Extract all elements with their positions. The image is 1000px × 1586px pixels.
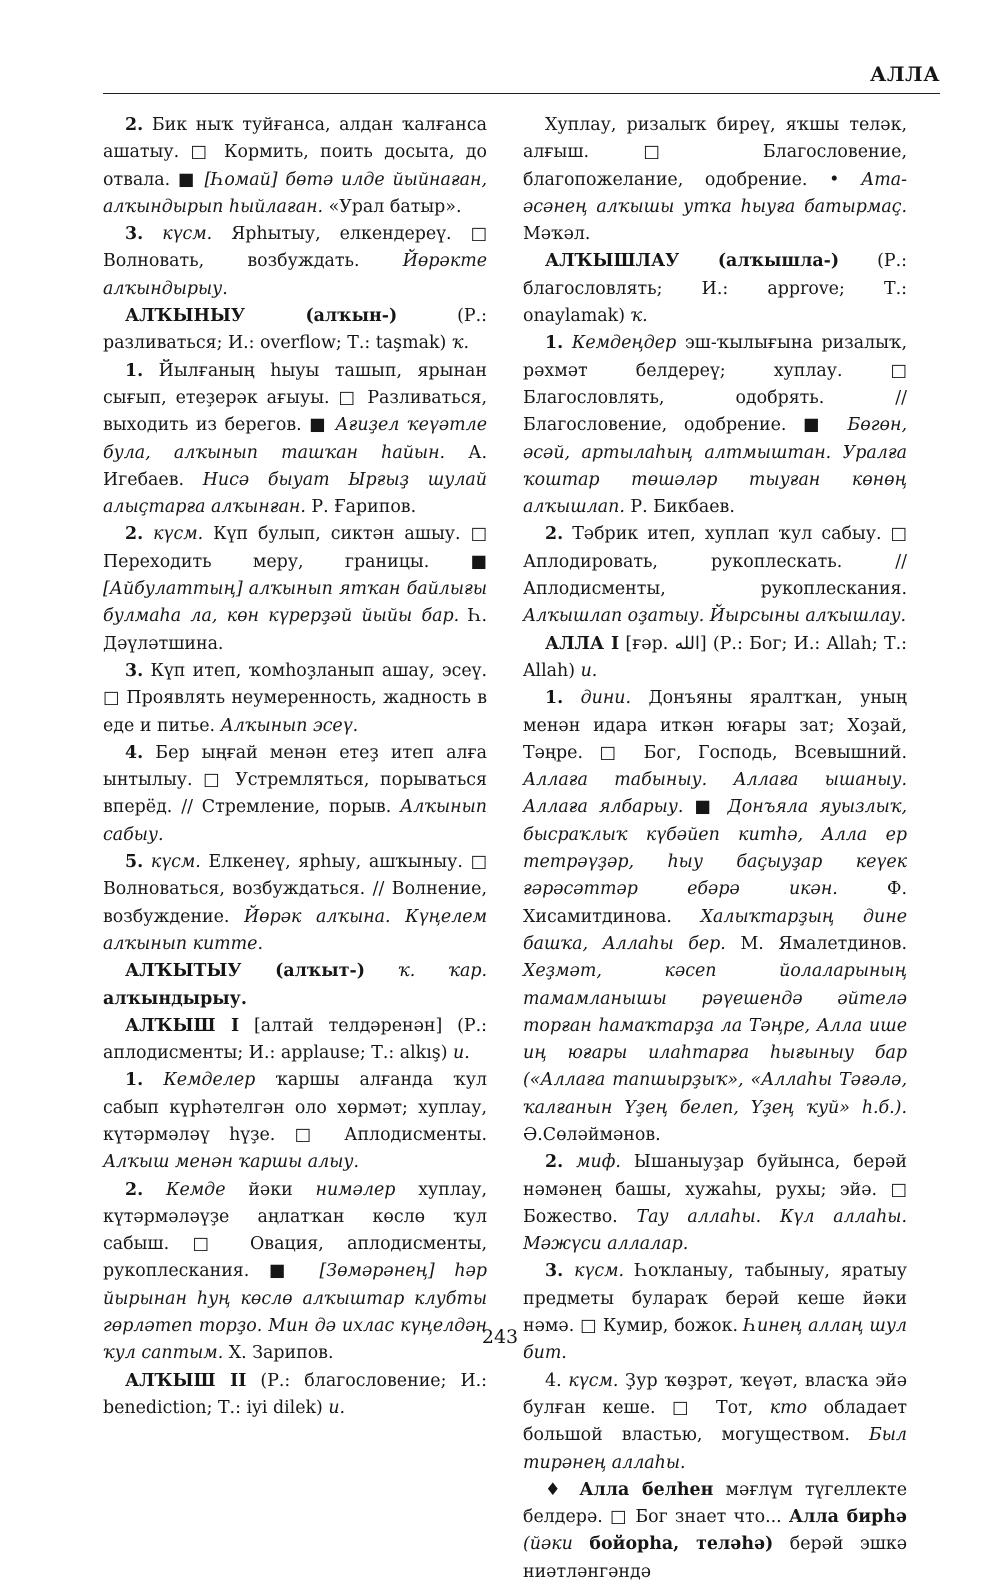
entry-paragraph: 3. Күп итеп, ҡомһоҙланып ашау, эсеү. □ Проявлять неумеренность, жадность в еде и питье. Алҡынып эсеү. <box>103 660 487 736</box>
header-rule <box>103 93 940 94</box>
left-column <box>103 112 487 1422</box>
entry-paragraph: 1. дини. Донъяны яралтҡан, уның менән идара иткән юғары зат; Хоҙай, Тәңре. □ Бог, Господь, Всевышний. Аллаға табыныу. Аллаға ышаныу. Аллаға ялбарыу. ■ Донъяла яуызлыҡ, бысраҡлыҡ күбәйеп китһә, Алла ер тетрәүҙәр, һыу баҫыуҙар кеүек ғәрәсәттәр ебәрә икән. Ф. Хисамитдинова. Халыҡтарҙың дине башҡа, Аллаһы бер. М. Ямалетдинов. Хеҙмәт, кәсеп йолаларының тамамланышы рәүешендә әйтелә торған һамаҡтарҙа ла Тәңре, Алла ише иң юғары илаһтарға һығыныу бар («Аллаға тапшырҙыҡ», «Аллаһы Тәғәлә, ҡалғанын Үҙең белеп, Үҙең ҡуй» һ.б.). Ә.Сөләймәнов. <box>523 688 907 1145</box>
entry-paragraph: 3. күсм. Ярһытыу, елкендереү. □ Волновать, возбуждать. Йөрәкте алҡындырыу. <box>103 224 487 299</box>
entry-paragraph: 3. күсм. Һоҡланыу, табыныу, яратыу предметы булараҡ берәй кеше йәки нәмә. □ Кумир, божок. Һинең аллаң шул бит. <box>523 1261 907 1364</box>
idiom-paragraph: ♦ Алла белһен мәғлүм түгеллекте белдерә. □ Бог знает что... Алла бирһә (йәки бойорһа, теләһә) берәй эшкә ниәтләнгәндә <box>523 1479 908 1582</box>
entry-paragraph: 4. күсм. Ҙур ҡөҙрәт, ҡеүәт, власҡа эйә булған кеше. □ Тот, кто обладает большой властью, могуществом. Был тирәнең аллаһы. <box>523 1370 908 1473</box>
page-number: 243 <box>481 1326 519 1348</box>
running-head: АЛЛА <box>870 62 940 86</box>
entry-paragraph: 2. Тәбрик итеп, хуплап ҡул сабыу. □ Аплодировать, рукоплескать. // Аплодисменты, рукоплескания. Алҡышлап оҙатыу. Йырсыны алҡышлау. <box>523 524 907 627</box>
entry-paragraph: 2. миф. Ышаныуҙар буйынса, берәй нәмәнең башы, хужаһы, рухы; эйә. □ Божество. Тау аллаһы. Күл аллаһы. Мәжүси аллалар. <box>523 1152 907 1255</box>
headword-paragraph: АЛҠЫШ I [алтай телдәренән] (Р.: аплодисменты; И.: applause; Т.: alkış) и. <box>103 1015 487 1064</box>
headword-paragraph: АЛҠЫШЛАУ (алҡышла-) (Р.: благословлять; И.: approve; Т.: onaylamak) ҡ. <box>523 251 907 327</box>
headword-paragraph: АЛЛА I [ғәр. الله] (Р.: Бог; И.: Allah; Т.: Allah) и. <box>523 633 907 681</box>
entry-paragraph: 2. күсм. Күп булып, сиктән ашыу. □ Переходить меру, границы. ■ [Айбулаттың] алҡынып ятҡан байлығы булмаһа ла, көн күрерҙәй йыйы бар. Һ. Дәүләтшина. <box>103 524 487 654</box>
headword-paragraph: АЛҠЫНЫУ (алҡын-) (Р.: разливаться; И.: overflow; Т.: taşmak) ҡ. <box>103 306 487 354</box>
entry-paragraph: 2. Бик ныҡ туйғанса, алдан ҡалғанса ашатыу. □ Кормить, поить досыта, до отвала. ■ [Һомай] бөтә илде йыйнаған, алҡындырып һыйлаған. «Урал батыр». <box>103 115 487 217</box>
entry-paragraph: 5. күсм. Елкенеү, ярһыу, ашҡыныу. □ Волноваться, возбуждаться. // Волнение, возбуждение. Йөрәк алҡына. Күңелем алҡынып китте. <box>103 852 487 954</box>
right-column <box>523 112 907 1586</box>
entry-paragraph: 1. Йылғаның һыуы ташып, ярынан сығып, етеҙерәк ағыуы. □ Разливаться, выходить из берегов. ■ Ағиҙел ҡеүәтле була, алҡынып ташҡан һайын. А. Игебаев. Нисә быуат Ырғыҙ шулай алыҫтарға алҡынған. Р. Ғарипов. <box>103 360 487 518</box>
headword-paragraph: АЛҠЫШ II (Р.: благословение; И.: benediction; Т.: iyi dilek) и. <box>103 1370 487 1418</box>
entry-paragraph: 1. Кемделер ҡаршы алғанда ҡул сабып күрһәтелгән оло хөрмәт; хуплау, күтәрмәләү һүҙе. □ Аплодисменты. Алҡыш менән ҡаршы алыу. <box>103 1070 488 1173</box>
headword-paragraph: АЛҠЫТЫУ (алҡыт-) ҡ. ҡар. алҡындырыу. <box>103 961 488 1009</box>
entry-paragraph: 1. Кемдеңдер эш-ҡылығына ризалыҡ, рәхмәт белдереү; хуплау. □ Благословлять, одобрять. // Благословение, одобрение. ■ Бөгөн, әсәй, артылаһың алтмыштан. Уралға ҡоштар төшәләр тыуған көнөң алҡышлап. Р. Бикбаев. <box>523 333 908 518</box>
entry-paragraph: 2. Кемде йәки нимәлер хуплау, күтәрмәләүҙе аңлатҡан көслө ҡул сабыш. □ Овация, аплодисменты, рукоплескания. ■ [Зөмәрәнең] һәр йырынан һуң көслө алҡыштар клубты гөрләтеп торҙо. Мин дә ихлас күңелдән ҡул саптым. Х. Зарипов. <box>103 1179 488 1364</box>
entry-paragraph: Хуплау, ризалыҡ биреү, яҡшы теләк, алғыш. □ Благословение, благопожелание, одобрение. • Ата-әсәнең алҡышы утҡа һыуға батырмаҫ. Мәҡәл. <box>523 115 907 245</box>
entry-paragraph: 4. Бер ыңғай менән етеҙ итеп алға ынтылыу. □ Устремляться, порываться вперёд. // Стремление, порыв. Алҡынып сабыу. <box>103 742 487 845</box>
